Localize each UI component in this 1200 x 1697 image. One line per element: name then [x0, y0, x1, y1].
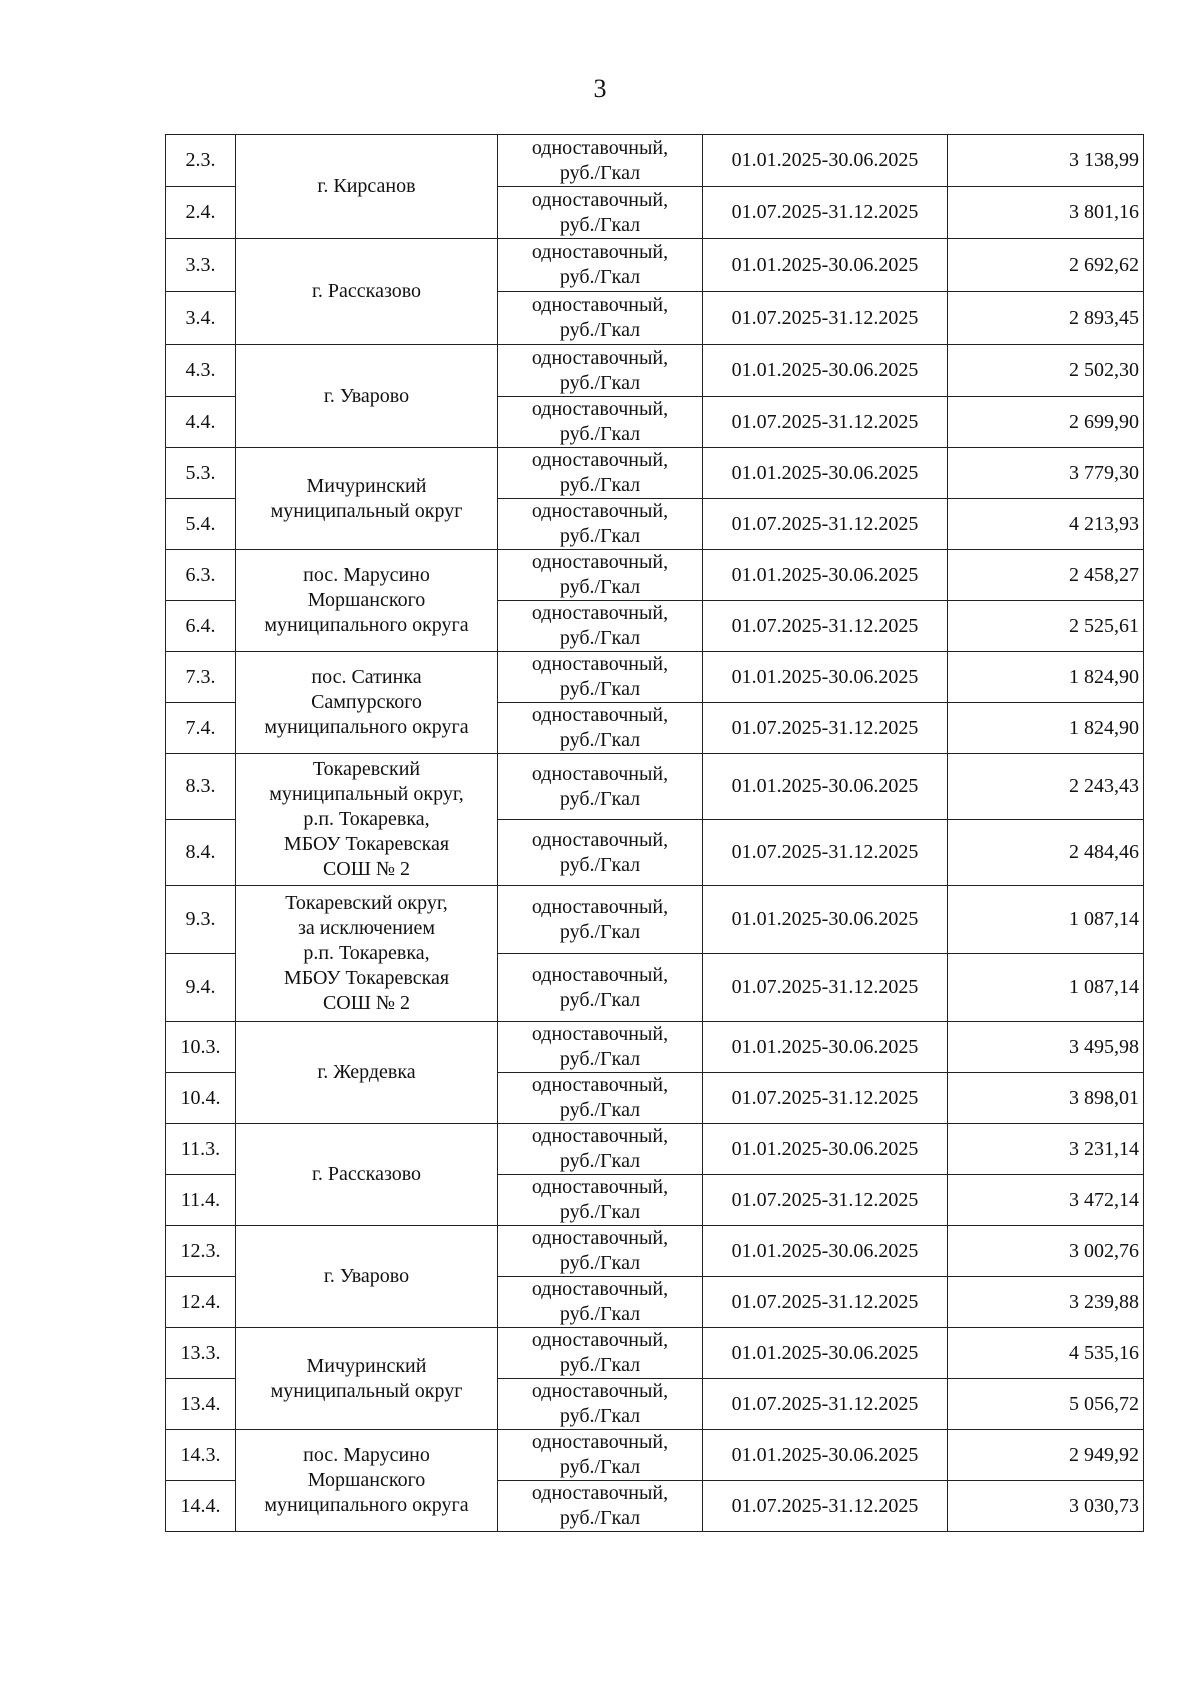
location-cell	[236, 1124, 498, 1226]
rate-unit-line: руб./Гкал	[559, 1405, 641, 1427]
row-number-cell: 9.3.	[166, 886, 236, 954]
location-line: г. Жердевка	[317, 1061, 416, 1083]
location-line: р.п. Токаревка,	[303, 808, 430, 830]
period-cell: 01.01.2025-30.06.2025	[703, 1226, 948, 1277]
row-number-cell: 8.3.	[166, 754, 236, 820]
rate-unit-line: руб./Гкал	[559, 576, 641, 598]
rate-type-cell	[498, 135, 703, 187]
table-row	[166, 135, 1144, 187]
rate-type-cell	[498, 1073, 703, 1124]
rate-unit-line: руб./Гкал	[559, 525, 641, 547]
location-line: Сампурского	[311, 691, 422, 713]
period-cell: 01.01.2025-30.06.2025	[703, 754, 948, 820]
table-row	[166, 754, 1144, 820]
period-cell: 01.07.2025-31.12.2025	[703, 601, 948, 652]
location-cell	[236, 135, 498, 239]
location-cell	[236, 1022, 498, 1124]
rate-unit-line: руб./Гкал	[559, 1354, 641, 1376]
tariff-value-cell: 3 898,01	[948, 1073, 1144, 1124]
row-number-cell: 9.4.	[166, 954, 236, 1022]
tariff-value-cell: 3 231,14	[948, 1124, 1144, 1175]
period-cell: 01.07.2025-31.12.2025	[703, 1277, 948, 1328]
period-cell: 01.01.2025-30.06.2025	[703, 550, 948, 601]
location-cell	[236, 754, 498, 886]
period-cell: 01.01.2025-30.06.2025	[703, 1328, 948, 1379]
tariff-value-cell: 1 824,90	[948, 652, 1144, 703]
row-number-cell: 6.4.	[166, 601, 236, 652]
rate-unit-line: руб./Гкал	[559, 627, 641, 649]
rate-type-line: одноставочный,	[531, 1227, 669, 1249]
tariff-value-cell: 3 239,88	[948, 1277, 1144, 1328]
row-number-cell: 3.4.	[166, 292, 236, 345]
row-number-cell: 14.3.	[166, 1430, 236, 1481]
rate-type-line: одноставочный,	[531, 1380, 669, 1402]
period-cell: 01.01.2025-30.06.2025	[703, 239, 948, 292]
tariff-value-cell: 1 824,90	[948, 703, 1144, 754]
table-row	[166, 448, 1144, 499]
rate-type-line: одноставочный,	[531, 1074, 669, 1096]
row-number-cell: 6.3.	[166, 550, 236, 601]
table-row	[166, 345, 1144, 397]
tariff-value-cell: 2 243,43	[948, 754, 1144, 820]
location-line: г. Рассказово	[311, 1163, 422, 1185]
location-line: муниципального округа	[264, 614, 469, 636]
rate-type-cell	[498, 601, 703, 652]
row-number-cell: 8.4.	[166, 820, 236, 886]
table-row	[166, 1226, 1144, 1277]
rate-unit-line: руб./Гкал	[559, 853, 641, 876]
rate-type-cell	[498, 1379, 703, 1430]
tariff-table	[165, 134, 1144, 1532]
rate-type-line: одноставочный,	[531, 828, 669, 851]
rate-type-line: одноставочный,	[531, 1329, 669, 1351]
rate-type-cell	[498, 652, 703, 703]
location-line: пос. Сатинка	[311, 666, 422, 688]
rate-unit-line: руб./Гкал	[559, 1507, 641, 1529]
row-number-cell: 13.3.	[166, 1328, 236, 1379]
period-cell: 01.07.2025-31.12.2025	[703, 1175, 948, 1226]
rate-type-cell	[498, 1226, 703, 1277]
rate-type-cell	[498, 345, 703, 397]
location-cell	[236, 345, 498, 448]
location-line: пос. Марусино	[303, 1444, 430, 1466]
row-number-cell: 11.4.	[166, 1175, 236, 1226]
tariff-value-cell: 2 458,27	[948, 550, 1144, 601]
location-line: за исключением	[297, 917, 436, 939]
tariff-value-cell: 2 525,61	[948, 601, 1144, 652]
tariff-value-cell: 2 699,90	[948, 397, 1144, 448]
location-line: СОШ № 2	[322, 992, 411, 1014]
location-line: Токаревский округ,	[285, 892, 448, 914]
rate-unit-line: руб./Гкал	[559, 371, 641, 394]
rate-unit-line: руб./Гкал	[559, 1201, 641, 1223]
rate-type-cell	[498, 754, 703, 820]
location-line: г. Рассказово	[311, 280, 422, 302]
rate-type-cell	[498, 550, 703, 601]
rate-type-line: одноставочный,	[531, 188, 669, 211]
period-cell: 01.07.2025-31.12.2025	[703, 1379, 948, 1430]
period-cell: 01.07.2025-31.12.2025	[703, 397, 948, 448]
location-line: г. Уварово	[323, 384, 410, 407]
location-line: Мичуринский	[306, 474, 427, 497]
tariff-value-cell: 2 893,45	[948, 292, 1144, 345]
location-line: МБОУ Токаревская	[283, 967, 450, 989]
rate-unit-line: руб./Гкал	[559, 1252, 641, 1274]
rate-type-cell	[498, 1124, 703, 1175]
rate-type-line: одноставочный,	[531, 653, 669, 675]
rate-type-cell	[498, 1175, 703, 1226]
location-line: муниципального округа	[264, 1494, 469, 1516]
location-cell	[236, 448, 498, 550]
period-cell: 01.01.2025-30.06.2025	[703, 448, 948, 499]
rate-type-line: одноставочный,	[531, 762, 669, 785]
tariff-value-cell: 3 495,98	[948, 1022, 1144, 1073]
period-cell: 01.07.2025-31.12.2025	[703, 1481, 948, 1532]
row-number-cell: 14.4.	[166, 1481, 236, 1532]
rate-unit-line: руб./Гкал	[559, 1099, 641, 1121]
rate-type-line: одноставочный,	[531, 1431, 669, 1453]
rate-type-line: одноставочный,	[531, 500, 669, 522]
tariff-value-cell: 3 138,99	[948, 135, 1144, 187]
table-row	[166, 1328, 1144, 1379]
tariff-value-cell: 4 535,16	[948, 1328, 1144, 1379]
tariff-value-cell: 4 213,93	[948, 499, 1144, 550]
rate-type-cell	[498, 820, 703, 886]
rate-type-cell	[498, 1277, 703, 1328]
table-row	[166, 1430, 1144, 1481]
rate-type-line: одноставочный,	[531, 1482, 669, 1504]
table-row	[166, 239, 1144, 292]
rate-type-line: одноставочный,	[531, 963, 669, 986]
row-number-cell: 12.3.	[166, 1226, 236, 1277]
rate-unit-line: руб./Гкал	[559, 423, 641, 445]
tariff-value-cell: 2 484,46	[948, 820, 1144, 886]
tariff-value-cell: 3 030,73	[948, 1481, 1144, 1532]
rate-type-cell	[498, 954, 703, 1022]
rate-unit-line: руб./Гкал	[559, 319, 641, 341]
row-number-cell: 12.4.	[166, 1277, 236, 1328]
period-cell: 01.07.2025-31.12.2025	[703, 1073, 948, 1124]
location-line: муниципальный округ,	[269, 783, 464, 805]
rate-type-cell	[498, 448, 703, 499]
location-line: Моршанского	[307, 589, 426, 611]
location-cell	[236, 886, 498, 1022]
period-cell: 01.01.2025-30.06.2025	[703, 1124, 948, 1175]
rate-unit-line: руб./Гкал	[559, 474, 641, 496]
period-cell: 01.07.2025-31.12.2025	[703, 954, 948, 1022]
tariff-table-body	[166, 135, 1144, 1532]
rate-type-cell	[498, 499, 703, 550]
location-cell	[236, 652, 498, 754]
table-row	[166, 652, 1144, 703]
rate-type-line: одноставочный,	[531, 1278, 669, 1300]
location-line: муниципальный округ	[270, 1379, 463, 1402]
location-line: р.п. Токаревка,	[303, 942, 430, 964]
location-line: СОШ № 2	[322, 858, 411, 880]
rate-unit-line: руб./Гкал	[559, 266, 641, 288]
rate-type-line: одноставочный,	[531, 346, 669, 369]
rate-type-line: одноставочный,	[531, 704, 669, 726]
period-cell: 01.07.2025-31.12.2025	[703, 820, 948, 886]
location-line: МБОУ Токаревская	[283, 833, 450, 855]
rate-unit-line: руб./Гкал	[559, 1456, 641, 1478]
rate-unit-line: руб./Гкал	[559, 787, 641, 810]
period-cell: 01.01.2025-30.06.2025	[703, 1022, 948, 1073]
rate-type-cell	[498, 1481, 703, 1532]
rate-type-line: одноставочный,	[531, 398, 669, 420]
rate-unit-line: руб./Гкал	[559, 1303, 641, 1325]
location-line: г. Кирсанов	[317, 175, 416, 197]
rate-type-line: одноставочный,	[531, 241, 669, 263]
page-number: 3	[593, 74, 607, 103]
tariff-value-cell: 2 949,92	[948, 1430, 1144, 1481]
location-line: Моршанского	[307, 1469, 426, 1491]
rate-unit-line: руб./Гкал	[559, 729, 641, 751]
tariff-value-cell: 3 801,16	[948, 187, 1144, 239]
location-cell	[236, 239, 498, 345]
rate-type-cell	[498, 1328, 703, 1379]
tariff-value-cell: 3 002,76	[948, 1226, 1144, 1277]
table-row	[166, 550, 1144, 601]
rate-type-cell	[498, 886, 703, 954]
tariff-value-cell: 2 692,62	[948, 239, 1144, 292]
row-number-cell: 2.4.	[166, 187, 236, 239]
location-cell	[236, 1328, 498, 1430]
period-cell: 01.01.2025-30.06.2025	[703, 1430, 948, 1481]
rate-unit-line: руб./Гкал	[559, 213, 641, 236]
tariff-value-cell: 3 472,14	[948, 1175, 1144, 1226]
period-cell: 01.01.2025-30.06.2025	[703, 886, 948, 954]
period-cell: 01.01.2025-30.06.2025	[703, 652, 948, 703]
tariff-value-cell: 2 502,30	[948, 345, 1144, 397]
location-line: муниципального округа	[264, 716, 469, 738]
rate-type-line: одноставочный,	[531, 602, 669, 624]
rate-unit-line: руб./Гкал	[559, 920, 641, 943]
rate-type-line: одноставочный,	[531, 1176, 669, 1198]
location-line: г. Уварово	[323, 1265, 410, 1287]
table-row	[166, 1022, 1144, 1073]
tariff-value-cell: 1 087,14	[948, 954, 1144, 1022]
row-number-cell: 13.4.	[166, 1379, 236, 1430]
tariff-value-cell: 3 779,30	[948, 448, 1144, 499]
rate-type-line: одноставочный,	[531, 136, 669, 159]
rate-type-cell	[498, 239, 703, 292]
row-number-cell: 7.3.	[166, 652, 236, 703]
tariff-value-cell: 1 087,14	[948, 886, 1144, 954]
rate-unit-line: руб./Гкал	[559, 1150, 641, 1172]
row-number-cell: 7.4.	[166, 703, 236, 754]
rate-unit-line: руб./Гкал	[559, 161, 641, 184]
row-number-cell: 5.3.	[166, 448, 236, 499]
period-cell: 01.07.2025-31.12.2025	[703, 292, 948, 345]
rate-type-cell	[498, 703, 703, 754]
location-line: пос. Марусино	[303, 564, 430, 586]
period-cell: 01.01.2025-30.06.2025	[703, 345, 948, 397]
row-number-cell: 11.3.	[166, 1124, 236, 1175]
rate-unit-line: руб./Гкал	[559, 678, 641, 700]
rate-unit-line: руб./Гкал	[559, 988, 641, 1011]
period-cell: 01.07.2025-31.12.2025	[703, 187, 948, 239]
rate-type-line: одноставочный,	[531, 895, 669, 918]
row-number-cell: 2.3.	[166, 135, 236, 187]
tariff-value-cell: 5 056,72	[948, 1379, 1144, 1430]
row-number-cell: 4.4.	[166, 397, 236, 448]
row-number-cell: 10.3.	[166, 1022, 236, 1073]
location-cell	[236, 1226, 498, 1328]
rate-type-cell	[498, 397, 703, 448]
period-cell: 01.01.2025-30.06.2025	[703, 135, 948, 187]
row-number-cell: 3.3.	[166, 239, 236, 292]
rate-unit-line: руб./Гкал	[559, 1048, 641, 1070]
period-cell: 01.07.2025-31.12.2025	[703, 499, 948, 550]
rate-type-cell	[498, 1022, 703, 1073]
row-number-cell: 4.3.	[166, 345, 236, 397]
rate-type-line: одноставочный,	[531, 1125, 669, 1147]
table-row	[166, 886, 1144, 954]
location-line: Мичуринский	[306, 1354, 427, 1377]
period-cell: 01.07.2025-31.12.2025	[703, 703, 948, 754]
rate-type-cell	[498, 292, 703, 345]
rate-type-line: одноставочный,	[531, 294, 669, 316]
rate-type-line: одноставочный,	[531, 449, 669, 471]
rate-type-line: одноставочный,	[531, 1023, 669, 1045]
location-line: муниципальный округ	[270, 499, 463, 522]
rate-type-cell	[498, 1430, 703, 1481]
table-row	[166, 1124, 1144, 1175]
row-number-cell: 5.4.	[166, 499, 236, 550]
rate-type-line: одноставочный,	[531, 551, 669, 573]
row-number-cell: 10.4.	[166, 1073, 236, 1124]
location-cell	[236, 550, 498, 652]
location-line: Токаревский	[312, 758, 421, 780]
rate-type-cell	[498, 187, 703, 239]
location-cell	[236, 1430, 498, 1532]
